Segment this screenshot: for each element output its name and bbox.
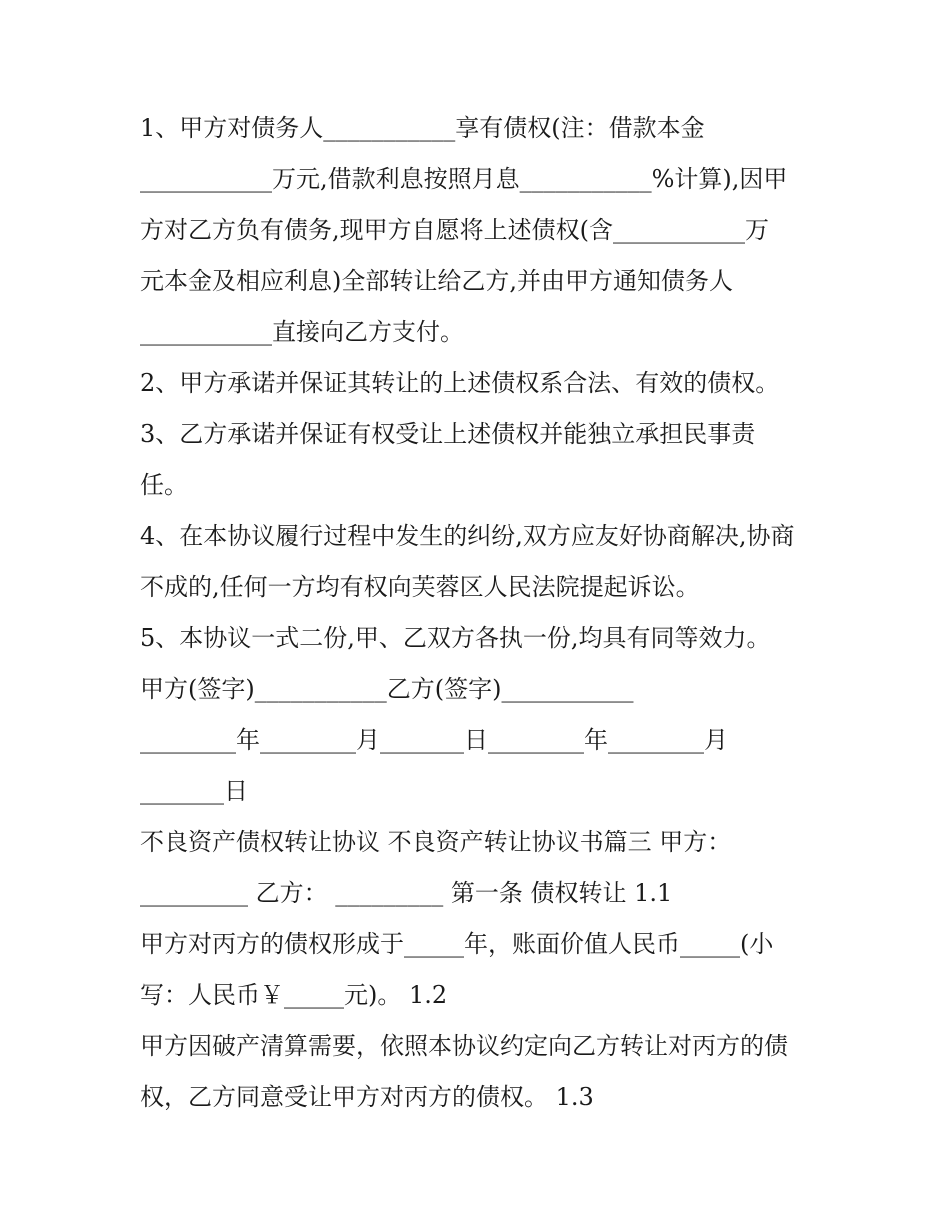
text-line: 3、乙方承诺并保证有权受让上述债权并能独立承担民事责 (140, 420, 756, 448)
text-line: 权，乙方同意受让甲方对丙方的债权。 1.3 (140, 1083, 594, 1111)
text-line: ___________直接向乙方支付。 (140, 318, 464, 346)
text-line: 不成的,任何一方均有权向芙蓉区人民法院提起诉讼。 (140, 573, 700, 601)
document-body (140, 103, 820, 1123)
text-line: ___________万元,借款利息按照月息___________%计算),因甲 (140, 165, 788, 193)
section-heading-line: 不良资产债权转让协议 不良资产转让协议书篇三 甲方： (140, 828, 732, 856)
text-line: 4、在本协议履行过程中发生的纠纷,双方应友好协商解决,协商 (140, 522, 795, 550)
text-line: 5、本协议一式二份,甲、乙双方各执一份,均具有同等效力。 (140, 624, 771, 652)
text-line: 任。 (140, 471, 188, 499)
signature-line: 甲方(签字)___________乙方(签字)___________ (140, 675, 634, 703)
text-line: 甲方因破产清算需要，依照本协议约定向乙方转让对丙方的债 (140, 1032, 788, 1060)
text-line: 1、甲方对债务人___________享有债权(注：借款本金 (140, 114, 705, 142)
text-line: 甲方对丙方的债权形成于_____年，账面价值人民币_____(小 (140, 930, 774, 958)
text-line: 写：人民币￥_____元)。 1.2 (140, 981, 448, 1009)
text-line: _________ 乙方： _________ 第一条 债权转让 1.1 (140, 879, 673, 907)
text-line: 方对乙方负有债务,现甲方自愿将上述债权(含___________万 (140, 216, 769, 244)
date-line: ________年________月_______日________年________月 (140, 726, 728, 754)
date-line: _______日 (140, 777, 248, 805)
text-line: 2、甲方承诺并保证其转让的上述债权系合法、有效的债权。 (140, 369, 780, 397)
text-line: 元本金及相应利息)全部转让给乙方,并由甲方通知债务人 (140, 267, 733, 295)
